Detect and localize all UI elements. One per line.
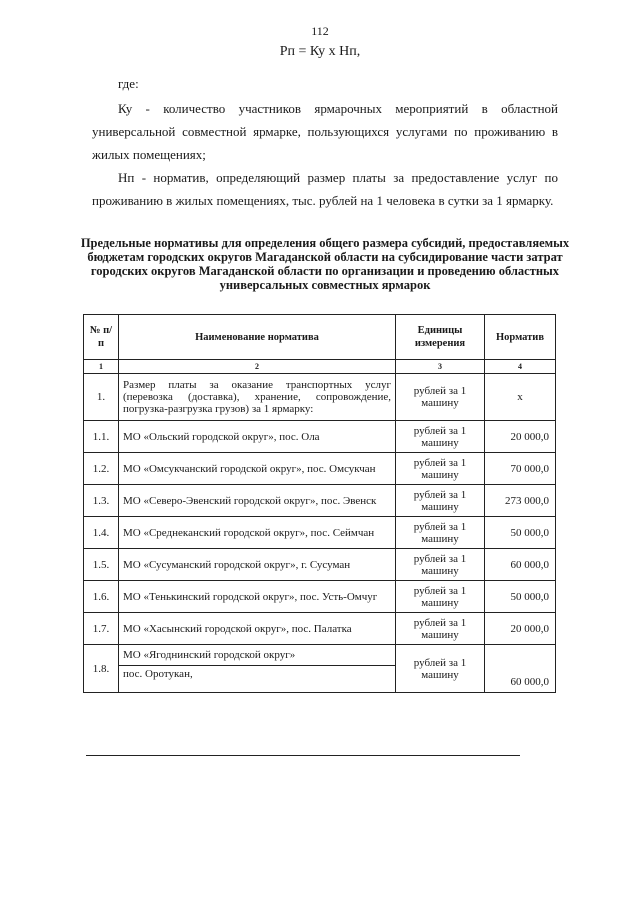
row-norm: 60 000,0 [485,645,556,693]
norms-table [83,314,556,693]
page-number: 112 [311,24,329,38]
row-unit: рублей за 1 машину [396,613,485,645]
col-index-4: 4 [485,360,556,374]
row-num: 1.7. [84,613,119,645]
col-index-2: 2 [119,360,396,374]
table-row [84,453,556,485]
row-name: МО «Сусуманский городской округ», г. Сусуман [119,549,396,581]
row-unit: рублей за 1 машину [396,517,485,549]
header-num: № п/п [84,315,119,360]
header-norm: Норматив [485,315,556,360]
row-name: Размер платы за оказание транспортных услуг (перевозка (доставка), хранение, сопровождение, погрузка-разгрузка грузов) за 1 ярмарку: [119,374,396,421]
row-num: 1.3. [84,485,119,517]
row-name: МО «Омсукчанский городской округ», пос. Омсукчан [119,453,396,485]
row-norm: х [485,374,556,421]
row-norm: 60 000,0 [485,549,556,581]
row-name: МО «Северо-Эвенский городской округ», пос. Эвенск [119,485,396,517]
row-unit: рублей за 1 машину [396,581,485,613]
row-unit: рублей за 1 машину [396,485,485,517]
header-unit: Единицы измерения [396,315,485,360]
table-row [84,581,556,613]
col-index-3: 3 [396,360,485,374]
row-name: МО «Хасынский городской округ», пос. Палатка [119,613,396,645]
paragraph-ku [92,97,558,166]
table-title: Предельные нормативы для определения общего размера субсидий, предоставляемых бюджетам городских округов Магаданской области на субсидирование части затрат городских округов Магаданской области по организации и проведению областных универсальных совместных ярмарок [80,236,570,292]
table-row [84,485,556,517]
where-label: где: [118,76,139,91]
row-norm: 20 000,0 [485,421,556,453]
row-norm: 273 000,0 [485,485,556,517]
row-num: 1.5. [84,549,119,581]
row-unit: рублей за 1 машину [396,645,485,693]
paragraph-np-text: Нп - норматив, определяющий размер платы за предоставление услуг по проживанию в жилых помещениях, тыс. рублей на 1 человека в сутки за 1 ярмарку. [92,170,558,208]
row-unit: рублей за 1 машину [396,453,485,485]
footer-divider [86,755,520,756]
paragraph-ku-text: Ку - количество участников ярмарочных мероприятий в областной универсальной совместной ярмарке, пользующихся услугами по проживанию в жилых помещениях; [92,101,558,162]
table-row [84,421,556,453]
row-num: 1.2. [84,453,119,485]
paragraph-np [92,166,558,212]
table-row [84,517,556,549]
table-header-row [84,315,556,360]
row-norm: 50 000,0 [485,517,556,549]
row-norm: 50 000,0 [485,581,556,613]
row-name: МО «Тенькинский городской округ», пос. Усть-Омчуг [119,581,396,613]
table-row [84,549,556,581]
row-name: МО «Ольский городской округ», пос. Ола [119,421,396,453]
table-row [84,374,556,421]
row-norm: 20 000,0 [485,613,556,645]
column-index-row [84,360,556,374]
row-name-top: МО «Ягоднинский городской округ» [119,645,396,666]
row-num: 1.4. [84,517,119,549]
row-num: 1.1. [84,421,119,453]
row-unit: рублей за 1 машину [396,374,485,421]
row-norm: 70 000,0 [485,453,556,485]
row-name-bottom: пос. Оротукан, [119,666,396,693]
row-name: МО «Среднеканский городской округ», пос. Сеймчан [119,517,396,549]
table-row [84,645,556,666]
col-index-1: 1 [84,360,119,374]
row-unit: рублей за 1 машину [396,421,485,453]
header-name: Наименование норматива [119,315,396,360]
formula: Рп = Ку х Нп, [279,44,361,59]
row-num: 1.6. [84,581,119,613]
row-num: 1.8. [84,645,119,693]
row-unit: рублей за 1 машину [396,549,485,581]
table-row [84,613,556,645]
row-num: 1. [84,374,119,421]
